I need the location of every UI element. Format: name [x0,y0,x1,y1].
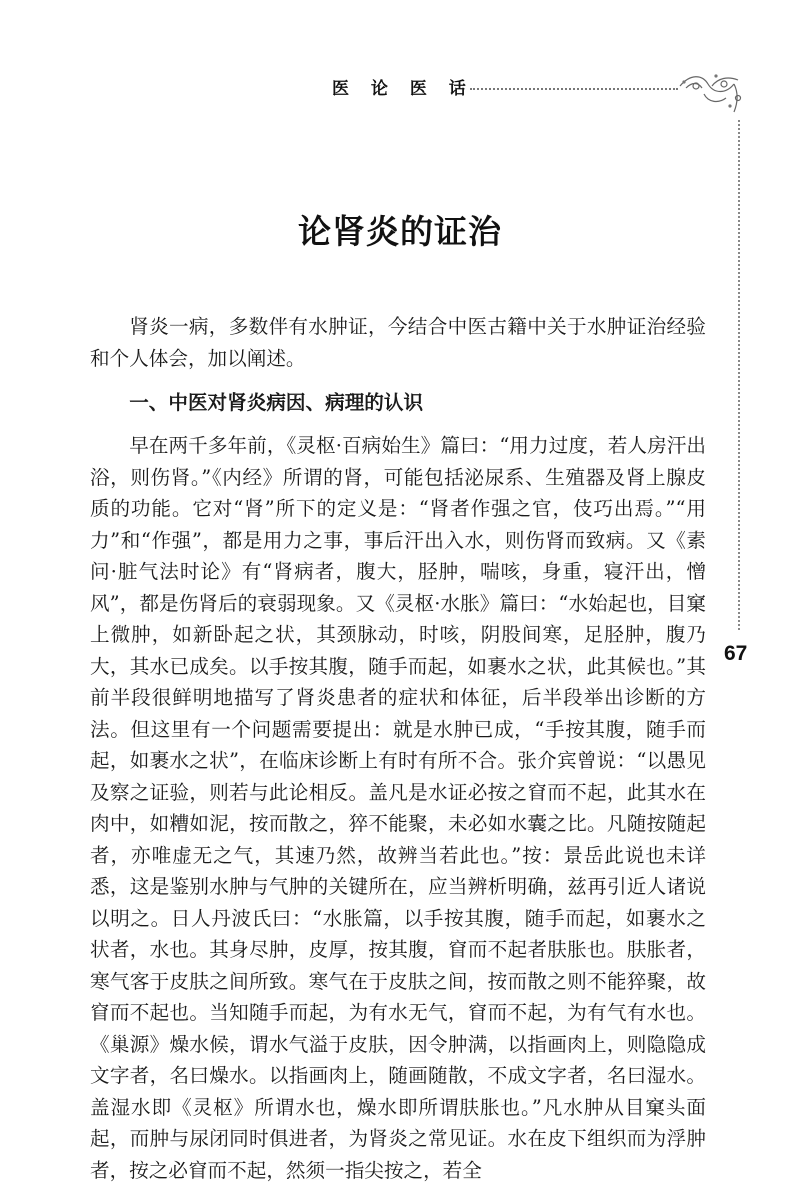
header-dotted-rule [470,88,678,90]
section-title: 医 论 医 话 [332,79,474,99]
article-title: 论肾炎的证治 [298,212,502,251]
side-dotted-rule [738,120,740,630]
intro-paragraph: 肾炎一病，多数伴有水肿证，今结合中医古籍中关于水肿证治经验和个人体会，加以阐述。 [90,315,706,370]
section-heading: 一、中医对肾炎病因、病理的认识 [129,391,424,414]
article-body [90,311,706,1186]
section-paragraph: 早在两千多年前，《灵枢·百病始生》篇曰：“用力过度，若人房汗出浴，则伤肾。”《内经》所谓的肾，可能包括泌尿系、生殖器及肾上腺皮质的功能。它对“肾”所下的定义是：“肾者作强之官，伎巧出焉。”“用力”和“作强”，都是用力之事，事后汗出入水，则伤肾而致病。又《素问·脏气法时论》有“肾病者，腹大，胫肿，喘咳，身重，寝汗出，憎风”，都是伤肾后的衰弱现象。又《灵枢·水胀》篇曰：“水始起也，目窠上微肿，如新卧起之状，其颈脉动，时咳，阴股间寒，足胫肿，腹乃大，其水已成矣。以手按其腹，随手而起，如裹水之状，此其候也。”其前半段很鲜明地描写了肾炎患者的症状和体征，后半段举出诊断的方法。但这里有一个问题需要提出：就是水肿已成，“手按其腹，随手而起，如裹水之状”，在临床诊断上有时有所不合。张介宾曾说：“以愚见及察之证验，则若与此论相反。盖凡是水证必按之窅而不起，此其水在肉中，如糟如泥，按而散之，猝不能聚，未必如水囊之比。凡随按随起者，亦唯虚无之气，其速乃然，故辨当若此也。”按：景岳此说也未详悉，这是鉴别水肿与气肿的关键所在，应当辨析明确，兹再引近人诸说以明之。日人丹波氏曰：“水胀篇，以手按其腹，随手而起，如裹水之状者，水也。其身尽肿，皮厚，按其腹，窅而不起者肤胀也。肤胀者，寒气客于皮肤之间所致。寒气在于皮肤之间，按而散之则不能猝聚，故窅而不起也。当知随手而起，为有水无气，窅而不起，为有气有水也。《巢源》燥水候，谓水气溢于皮肤，因令肿满，以指画肉上，则隐隐成文字者，名曰燥水。以指画肉上，随画随散，不成文字者，名曰湿水。盖湿水即《灵枢》所谓水也，燥水即所谓肤胀也。”凡水肿从目窠头面起，而肿与尿闭同时俱进者，为肾炎之常见证。水在皮下组织而为浮肿者，按之必窅而不起，然须一指尖按之，若全 [90,434,706,1182]
corner-ornament-icon [676,64,746,118]
page-number: 67 [724,642,748,665]
